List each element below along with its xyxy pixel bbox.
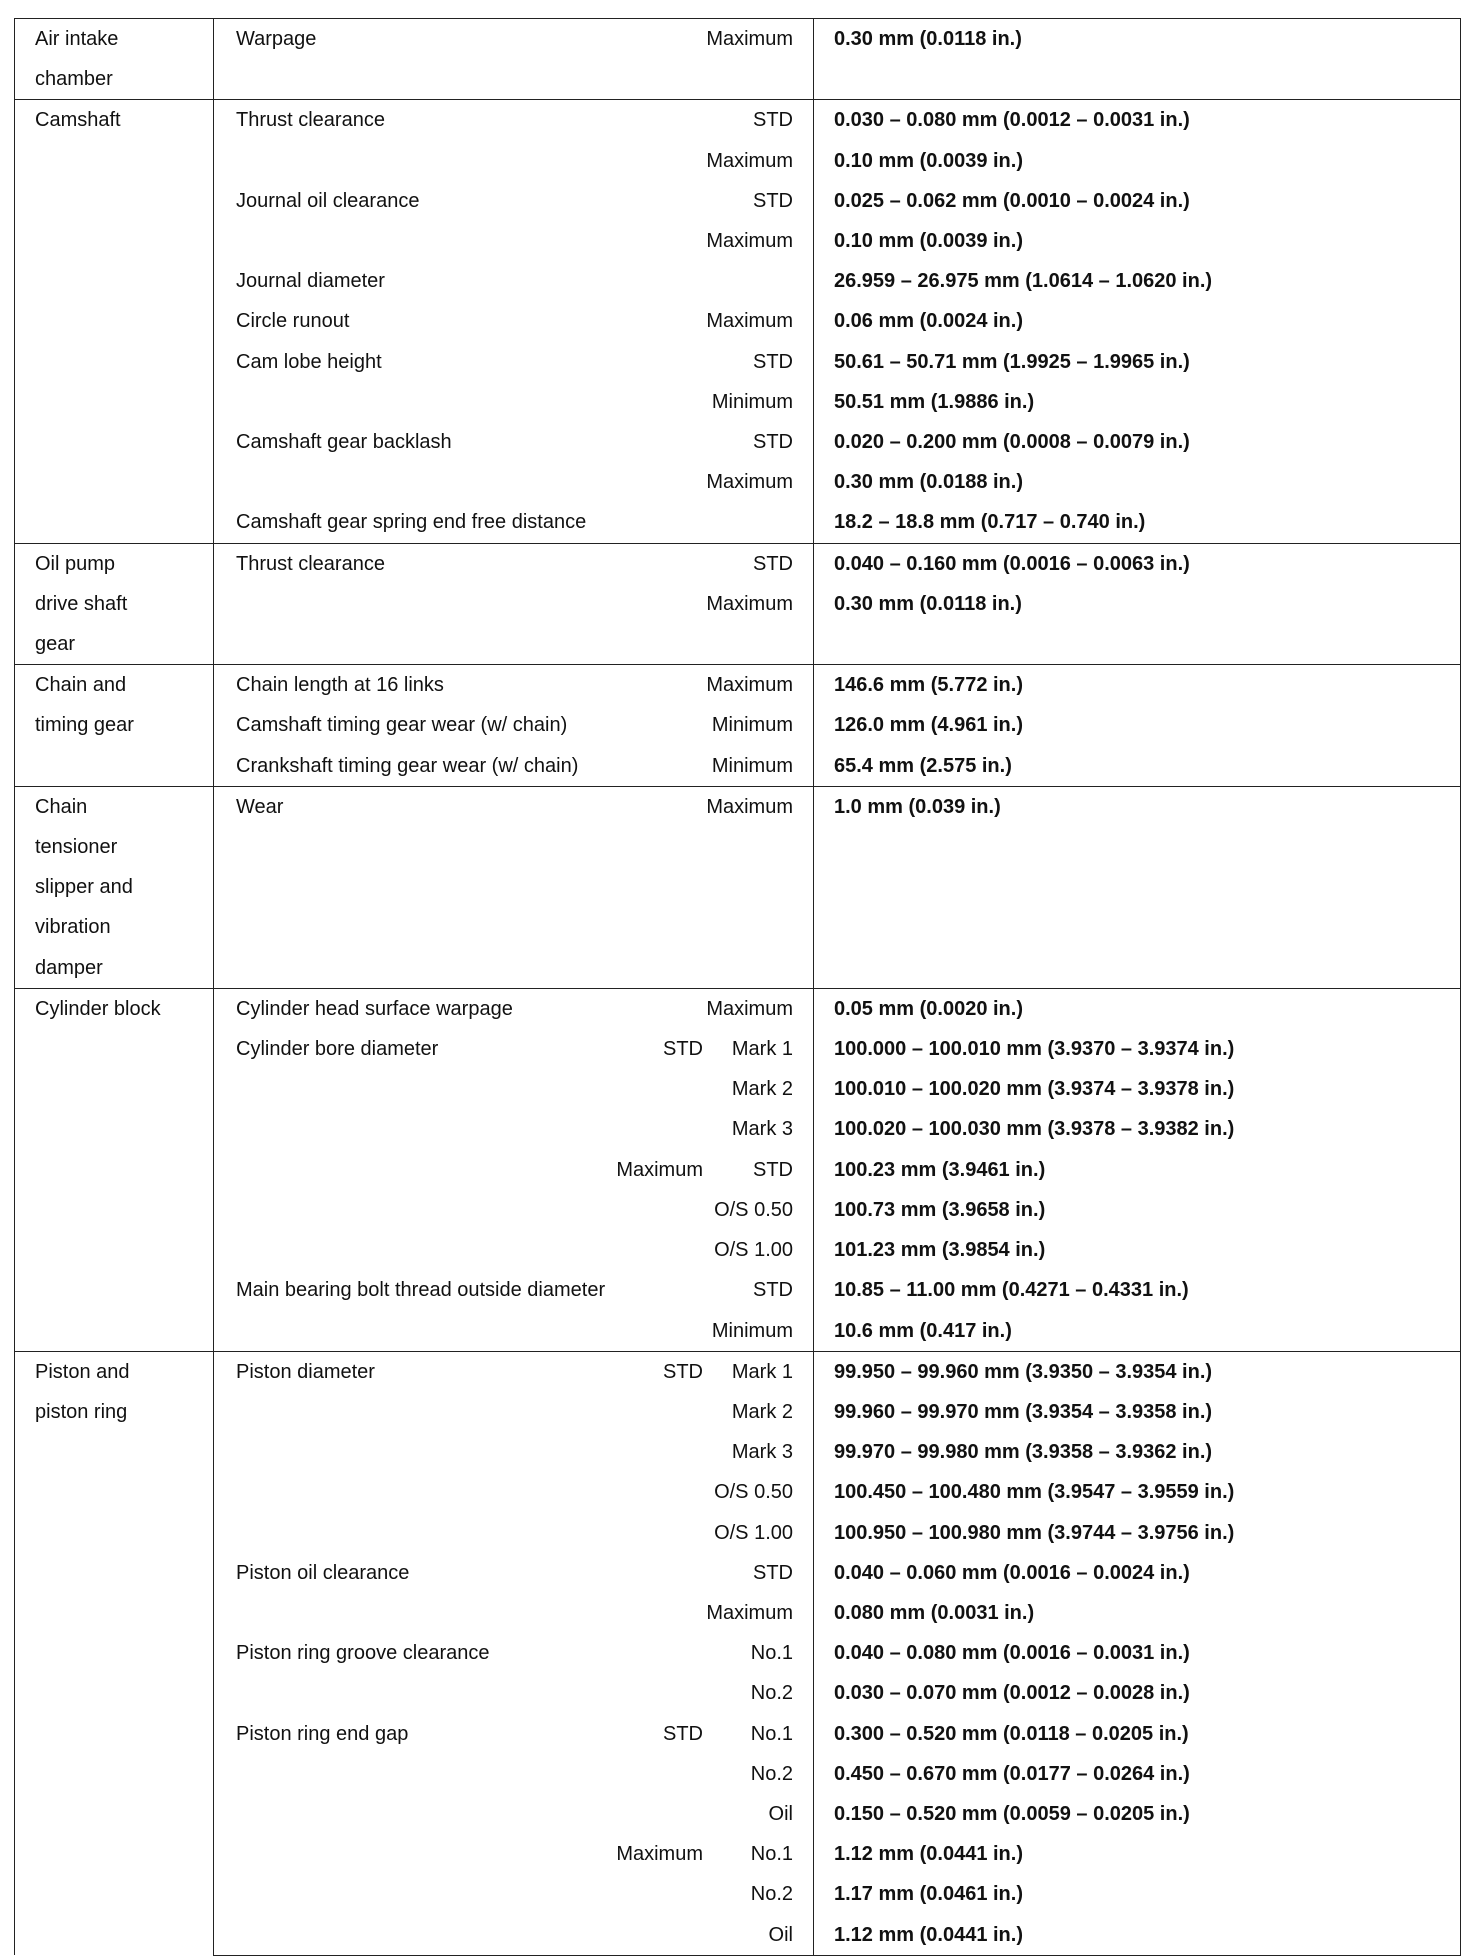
- spec-row: [15, 422, 1461, 462]
- spec-value: [814, 867, 1461, 907]
- item-qualifier: Mark 3: [731, 1118, 793, 1141]
- spec-row: [15, 462, 1461, 502]
- item-qualifier: Mark 1: [731, 1360, 793, 1383]
- spec-row: [15, 665, 1461, 706]
- item-label: Cam lobe height: [236, 350, 382, 373]
- component-name: Camshaft: [15, 100, 214, 543]
- item-qualifier: Oil: [768, 1923, 793, 1946]
- item-label: Thrust clearance: [236, 552, 385, 575]
- item-label: Thrust clearance: [236, 109, 385, 132]
- spec-value: 1.17 mm (0.0461 in.): [814, 1874, 1461, 1914]
- item-qualifier: STD: [753, 1279, 793, 1302]
- spec-value: 101.23 mm (3.9854 in.): [814, 1230, 1461, 1270]
- spec-row: [15, 1593, 1461, 1633]
- item-cell: [214, 1351, 814, 1392]
- item-cell: [214, 1029, 814, 1069]
- item-qualifier: No.1: [750, 1722, 793, 1745]
- item-label: Cylinder bore diameter: [236, 1038, 439, 1061]
- spec-value: [814, 827, 1461, 867]
- item-cell: [214, 1673, 814, 1713]
- item-cell: [214, 342, 814, 382]
- item-qualifier: Maximum: [706, 795, 793, 818]
- item-cell: [214, 1230, 814, 1270]
- item-cell: [214, 1432, 814, 1472]
- spec-value: 0.030 – 0.070 mm (0.0012 – 0.0028 in.): [814, 1673, 1461, 1713]
- item-cell: [214, 1150, 814, 1190]
- spec-value: 26.959 – 26.975 mm (1.0614 – 1.0620 in.): [814, 261, 1461, 301]
- item-cell: [214, 502, 814, 543]
- component-name: Chain tensioner slipper and vibration damper: [15, 786, 214, 988]
- spec-value: 0.150 – 0.520 mm (0.0059 – 0.0205 in.): [814, 1794, 1461, 1834]
- spec-row: [15, 301, 1461, 341]
- item-qualifier: Maximum: [706, 997, 793, 1020]
- item-cell: [214, 1794, 814, 1834]
- item-qualifier: Mark 3: [731, 1441, 793, 1464]
- item-cell: [214, 1109, 814, 1149]
- item-cell: [214, 382, 814, 422]
- spec-value: 100.23 mm (3.9461 in.): [814, 1150, 1461, 1190]
- component-name: Piston and piston ring: [15, 1351, 214, 1955]
- item-qualifier: Mark 2: [731, 1078, 793, 1101]
- spec-row: [15, 59, 1461, 99]
- spec-row: [15, 867, 1461, 907]
- item-cell: [214, 100, 814, 141]
- item-cell: [214, 1714, 814, 1754]
- spec-row: [15, 624, 1461, 664]
- spec-value: 10.6 mm (0.417 in.): [814, 1311, 1461, 1352]
- component-name: Air intake chamber: [15, 19, 214, 100]
- item-label: Camshaft timing gear wear (w/ chain): [236, 714, 568, 737]
- spec-row: [15, 1351, 1461, 1392]
- spec-value: 99.970 – 99.980 mm (3.9358 – 3.9362 in.): [814, 1432, 1461, 1472]
- spec-value: 0.040 – 0.080 mm (0.0016 – 0.0031 in.): [814, 1633, 1461, 1673]
- item-cell: [214, 1311, 814, 1352]
- item-cell: [214, 746, 814, 787]
- spec-value: 100.020 – 100.030 mm (3.9378 – 3.9382 in.): [814, 1109, 1461, 1149]
- item-label: Piston oil clearance: [236, 1561, 410, 1584]
- spec-value: 0.030 – 0.080 mm (0.0012 – 0.0031 in.): [814, 100, 1461, 141]
- spec-row: [15, 261, 1461, 301]
- item-qualifier: Minimum: [711, 754, 793, 777]
- item-qualifier: Maximum: [706, 310, 793, 333]
- spec-value: 1.12 mm (0.0441 in.): [814, 1834, 1461, 1874]
- item-label: Warpage: [236, 28, 317, 50]
- item-cell: [214, 908, 814, 948]
- item-cell: [214, 422, 814, 462]
- spec-row: [15, 908, 1461, 948]
- spec-row: [15, 502, 1461, 543]
- item-qualifier: O/S 0.50: [714, 1198, 793, 1221]
- spec-value: 99.960 – 99.970 mm (3.9354 – 3.9358 in.): [814, 1392, 1461, 1432]
- item-qualifier: Minimum: [711, 390, 793, 413]
- spec-value: 146.6 mm (5.772 in.): [814, 665, 1461, 706]
- spec-value: 100.950 – 100.980 mm (3.9744 – 3.9756 in.): [814, 1513, 1461, 1553]
- item-cell: [214, 988, 814, 1029]
- item-cell: [214, 1593, 814, 1633]
- spec-row: [15, 1029, 1461, 1069]
- item-qualifier: No.2: [750, 1682, 793, 1705]
- item-cell: [214, 705, 814, 745]
- spec-row: [15, 705, 1461, 745]
- item-qualifier: Maximum: [706, 1601, 793, 1624]
- item-cell: [214, 1069, 814, 1109]
- spec-value: 100.450 – 100.480 mm (3.9547 – 3.9559 in.): [814, 1472, 1461, 1512]
- item-qualifier: No.1: [750, 1843, 793, 1866]
- spec-value: 10.85 – 11.00 mm (0.4271 – 0.4331 in.): [814, 1270, 1461, 1310]
- spec-row: [15, 19, 1461, 60]
- spec-row: [15, 1714, 1461, 1754]
- spec-row: [15, 1311, 1461, 1352]
- item-qualifier-primary: STD: [663, 1038, 703, 1061]
- spec-row: [15, 948, 1461, 988]
- spec-value: 0.06 mm (0.0024 in.): [814, 301, 1461, 341]
- spec-row: [15, 342, 1461, 382]
- item-qualifier: STD: [753, 189, 793, 212]
- item-cell: [214, 827, 814, 867]
- spec-value: 0.025 – 0.062 mm (0.0010 – 0.0024 in.): [814, 181, 1461, 221]
- item-qualifier: O/S 1.00: [714, 1521, 793, 1544]
- item-label: Circle runout: [236, 310, 350, 333]
- item-cell: [214, 1472, 814, 1512]
- spec-value: 1.12 mm (0.0441 in.): [814, 1915, 1461, 1956]
- item-label: Wear: [236, 795, 284, 818]
- item-label: Piston diameter: [236, 1360, 375, 1383]
- spec-value: 0.10 mm (0.0039 in.): [814, 141, 1461, 181]
- spec-row: [15, 746, 1461, 787]
- item-qualifier: STD: [753, 1561, 793, 1584]
- item-qualifier: Minimum: [711, 714, 793, 737]
- item-cell: [214, 1633, 814, 1673]
- item-qualifier: No.2: [750, 1883, 793, 1906]
- item-label: Piston ring groove clearance: [236, 1642, 490, 1665]
- spec-value: 0.30 mm (0.0188 in.): [814, 462, 1461, 502]
- item-qualifier: O/S 1.00: [714, 1239, 793, 1262]
- spec-row: [15, 1432, 1461, 1472]
- item-cell: [214, 181, 814, 221]
- item-cell: [214, 624, 814, 664]
- spec-row: [15, 1834, 1461, 1874]
- spec-row: [15, 1915, 1461, 1956]
- item-qualifier: Oil: [768, 1802, 793, 1825]
- spec-row: [15, 1633, 1461, 1673]
- spec-row: [15, 141, 1461, 181]
- item-cell: [214, 584, 814, 624]
- spec-row: [15, 786, 1461, 827]
- item-cell: [214, 261, 814, 301]
- item-cell: [214, 141, 814, 181]
- spec-value: [814, 908, 1461, 948]
- item-qualifier: STD: [753, 109, 793, 132]
- component-name: Cylinder block: [15, 988, 214, 1351]
- item-cell: [214, 1392, 814, 1432]
- item-cell: [214, 1553, 814, 1593]
- item-qualifier: Minimum: [711, 1319, 793, 1342]
- item-cell: [214, 665, 814, 706]
- item-label: Journal diameter: [236, 270, 385, 293]
- item-cell: [214, 221, 814, 261]
- spec-value: 0.10 mm (0.0039 in.): [814, 221, 1461, 261]
- item-cell: [214, 867, 814, 907]
- item-cell: [214, 1874, 814, 1914]
- item-label: Camshaft gear backlash: [236, 431, 452, 454]
- item-qualifier: STD: [753, 1158, 793, 1181]
- spec-value: 0.30 mm (0.0118 in.): [814, 584, 1461, 624]
- item-qualifier: No.2: [750, 1762, 793, 1785]
- spec-value: 0.05 mm (0.0020 in.): [814, 988, 1461, 1029]
- item-label: Cylinder head surface warpage: [236, 997, 513, 1020]
- item-cell: [214, 1915, 814, 1956]
- spec-value: 100.010 – 100.020 mm (3.9374 – 3.9378 in.): [814, 1069, 1461, 1109]
- spec-row: [15, 1472, 1461, 1512]
- spec-row: [15, 1874, 1461, 1914]
- spec-value: 50.61 – 50.71 mm (1.9925 – 1.9965 in.): [814, 342, 1461, 382]
- spec-row: [15, 221, 1461, 261]
- item-qualifier-primary: Maximum: [616, 1158, 703, 1181]
- spec-row: [15, 1673, 1461, 1713]
- component-name: Chain and timing gear: [15, 665, 214, 787]
- item-cell: [214, 19, 814, 60]
- spec-value: 0.450 – 0.670 mm (0.0177 – 0.0264 in.): [814, 1754, 1461, 1794]
- item-qualifier: O/S 0.50: [714, 1481, 793, 1504]
- item-qualifier-primary: STD: [663, 1360, 703, 1383]
- spec-row: [15, 1190, 1461, 1230]
- item-qualifier: Mark 2: [731, 1400, 793, 1423]
- item-label: Camshaft gear spring end free distance: [236, 511, 587, 534]
- spec-row: [15, 1109, 1461, 1149]
- spec-value: 50.51 mm (1.9886 in.): [814, 382, 1461, 422]
- spec-value: 0.080 mm (0.0031 in.): [814, 1593, 1461, 1633]
- item-qualifier: No.1: [750, 1642, 793, 1665]
- spec-row: [15, 1069, 1461, 1109]
- spec-value: [814, 948, 1461, 988]
- item-cell: [214, 948, 814, 988]
- item-qualifier: STD: [753, 552, 793, 575]
- item-label: Main bearing bolt thread outside diameter: [236, 1279, 606, 1302]
- item-cell: [214, 1834, 814, 1874]
- spec-row: [15, 988, 1461, 1029]
- item-cell: [214, 1754, 814, 1794]
- spec-row: [15, 1230, 1461, 1270]
- spec-value: 18.2 – 18.8 mm (0.717 – 0.740 in.): [814, 502, 1461, 543]
- spec-value: 1.0 mm (0.039 in.): [814, 786, 1461, 827]
- spec-row: [15, 1270, 1461, 1310]
- spec-value: 0.020 – 0.200 mm (0.0008 – 0.0079 in.): [814, 422, 1461, 462]
- spec-value: [814, 624, 1461, 664]
- spec-row: [15, 1754, 1461, 1794]
- item-qualifier: Maximum: [706, 593, 793, 616]
- component-name: Oil pump drive shaft gear: [15, 543, 214, 665]
- item-label: Crankshaft timing gear wear (w/ chain): [236, 754, 579, 777]
- spec-row: [15, 1392, 1461, 1432]
- spec-value: [814, 59, 1461, 99]
- item-qualifier-primary: Maximum: [616, 1843, 703, 1866]
- spec-row: [15, 181, 1461, 221]
- item-qualifier: Maximum: [706, 149, 793, 172]
- item-qualifier: Maximum: [706, 674, 793, 697]
- spec-row: [15, 1150, 1461, 1190]
- item-cell: [214, 301, 814, 341]
- item-label: Journal oil clearance: [236, 189, 420, 212]
- item-cell: [214, 1513, 814, 1553]
- spec-row: [15, 543, 1461, 584]
- spec-value: 0.040 – 0.060 mm (0.0016 – 0.0024 in.): [814, 1553, 1461, 1593]
- item-cell: [214, 1270, 814, 1310]
- spec-row: [15, 1553, 1461, 1593]
- item-qualifier: STD: [753, 350, 793, 373]
- item-cell: [214, 786, 814, 827]
- item-qualifier: Maximum: [706, 471, 793, 494]
- item-qualifier: Mark 1: [731, 1038, 793, 1061]
- spec-value: 99.950 – 99.960 mm (3.9350 – 3.9354 in.): [814, 1351, 1461, 1392]
- spec-row: [15, 382, 1461, 422]
- spec-value: 65.4 mm (2.575 in.): [814, 746, 1461, 787]
- item-label: Piston ring end gap: [236, 1722, 409, 1745]
- item-qualifier: STD: [753, 431, 793, 454]
- item-qualifier: Maximum: [706, 28, 793, 50]
- spec-row: [15, 584, 1461, 624]
- specification-table-body: [15, 19, 1461, 1956]
- item-cell: [214, 1190, 814, 1230]
- spec-value: 0.040 – 0.160 mm (0.0016 – 0.0063 in.): [814, 543, 1461, 584]
- spec-row: [15, 1794, 1461, 1834]
- spec-value: 100.000 – 100.010 mm (3.9370 – 3.9374 in.): [814, 1029, 1461, 1069]
- spec-row: [15, 827, 1461, 867]
- item-cell: [214, 462, 814, 502]
- spec-value: 0.30 mm (0.0118 in.): [814, 19, 1461, 60]
- item-label: Chain length at 16 links: [236, 674, 444, 697]
- spec-row: [15, 100, 1461, 141]
- specification-table: [14, 18, 1461, 1956]
- item-qualifier: Maximum: [706, 230, 793, 253]
- spec-row: [15, 1513, 1461, 1553]
- spec-value: 126.0 mm (4.961 in.): [814, 705, 1461, 745]
- item-cell: [214, 543, 814, 584]
- spec-value: 100.73 mm (3.9658 in.): [814, 1190, 1461, 1230]
- spec-value: 0.300 – 0.520 mm (0.0118 – 0.0205 in.): [814, 1714, 1461, 1754]
- item-cell: [214, 59, 814, 99]
- item-qualifier-primary: STD: [663, 1722, 703, 1745]
